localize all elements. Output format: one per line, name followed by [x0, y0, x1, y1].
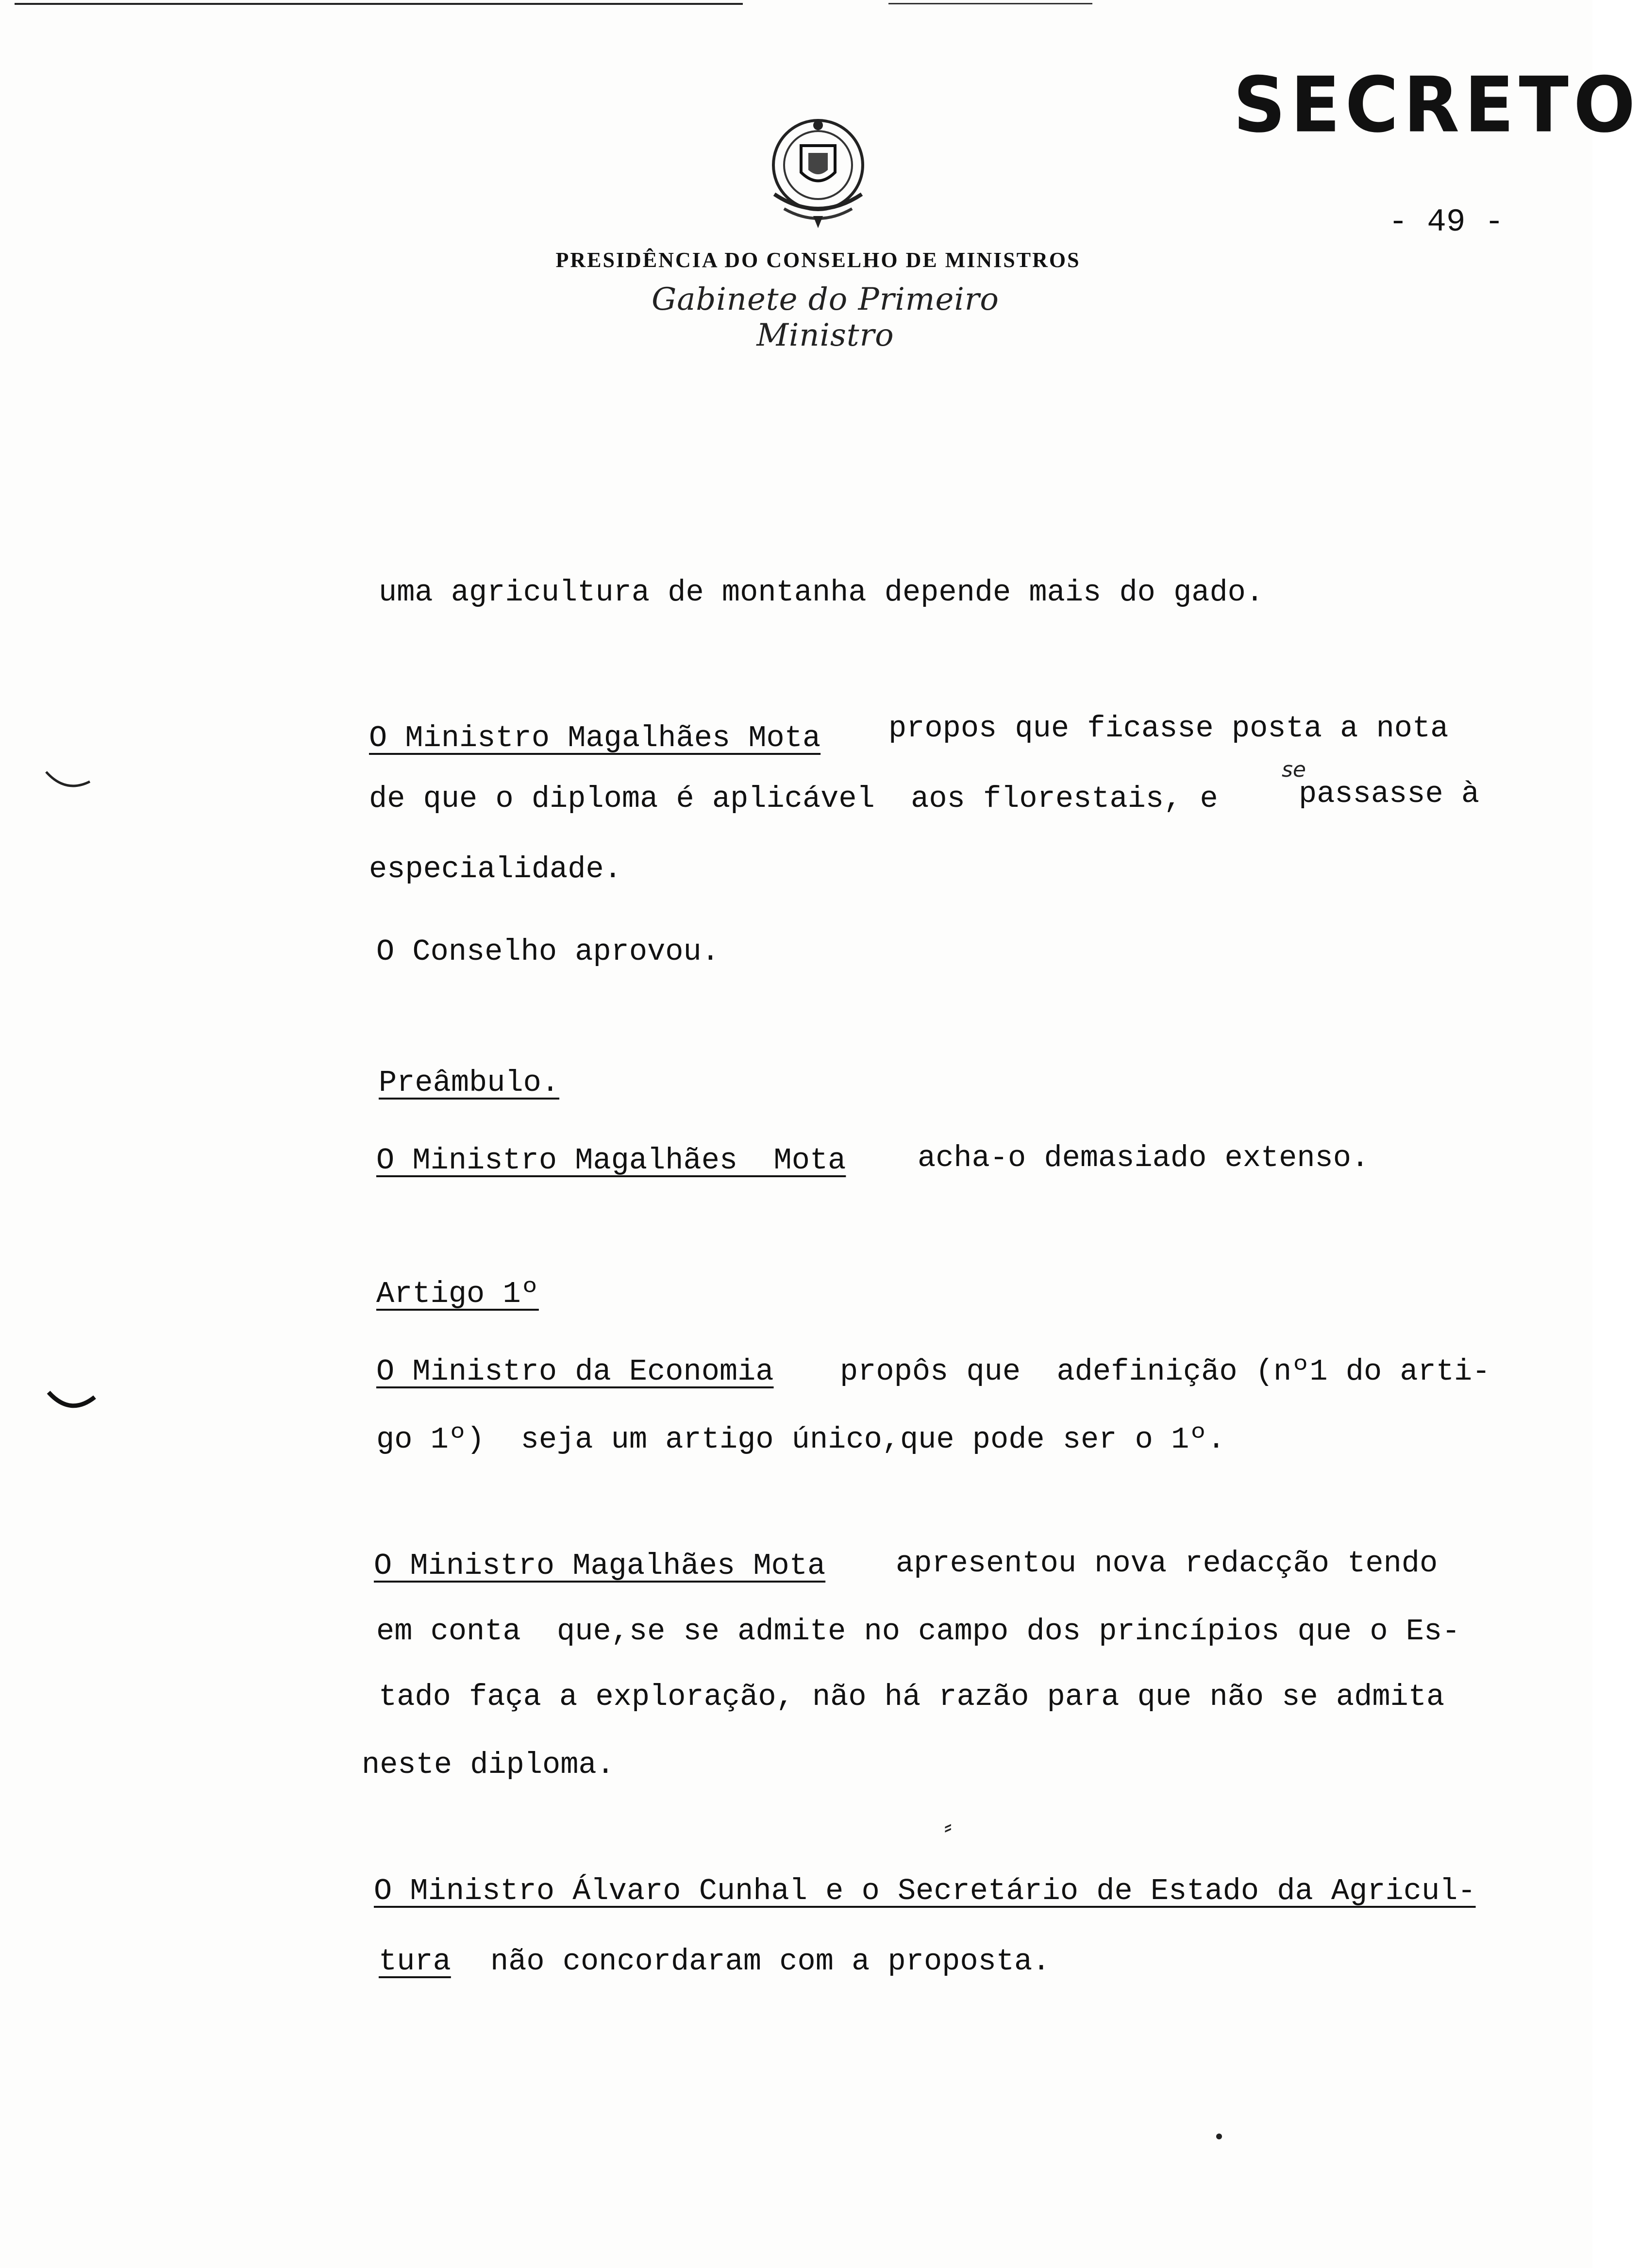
paragraph-1-line-2b: passasse à — [1299, 777, 1480, 811]
paragraph-1-line-2: de que o diploma é aplicável aos florestais, e — [369, 782, 1218, 816]
top-rule-short — [888, 3, 1092, 4]
stray-mark: ⸗ — [944, 1813, 952, 1839]
classification-stamp: SECRETO — [1233, 61, 1640, 150]
margin-mark-icon-2 — [46, 1388, 100, 1418]
speaker-continuation: tura — [379, 1944, 451, 1979]
paragraph-1-line-1: propos que ficasse posta a nota — [888, 711, 1449, 746]
paragraph-4-line-1: apresentou nova redacção tendo — [896, 1546, 1438, 1581]
paragraph-4-line-2: em conta que,se se admite no campo dos princípios que o Es- — [376, 1614, 1460, 1649]
paragraph-4-line-3: tado faça a exploração, não há razão para que não se admita — [379, 1680, 1445, 1714]
speaker-cunhal-secretario: O Ministro Álvaro Cunhal e o Secretário de Estado da Agricul- — [374, 1874, 1476, 1908]
cabinet-subtitle: Gabinete do Primeiro Ministro — [652, 282, 999, 353]
top-rule — [15, 3, 743, 5]
ink-dot — [1216, 2134, 1222, 2139]
paragraph-4-line-4: neste diploma. — [362, 1748, 615, 1782]
paragraph-5-text: não concordaram com a proposta. — [490, 1944, 1051, 1979]
handwritten-insertion: se — [1282, 757, 1306, 782]
speaker-ministro-economia: O Ministro da Economia — [376, 1354, 774, 1389]
paragraph-1-line-3: especialidade. — [369, 852, 622, 886]
heading-artigo: Artigo 1º — [376, 1277, 539, 1311]
page-number: - 49 - — [1389, 204, 1504, 240]
paragraph-2-text: acha-o demasiado extenso. — [918, 1141, 1370, 1175]
margin-mark-icon — [44, 767, 102, 796]
approval-line: O Conselho aprovou. — [376, 934, 720, 969]
office-heading: PRESIDÊNCIA DO CONSELHO DE MINISTROS — [555, 248, 1081, 272]
heading-preambulo: Preâmbulo. — [379, 1066, 560, 1100]
line-1: uma agricultura de montanha depende mais do gado. — [379, 575, 1264, 610]
speaker-magalhaes-mota-3: O Ministro Magalhães Mota — [374, 1549, 826, 1583]
speaker-magalhaes-mota-2: O Ministro Magalhães Mota — [376, 1143, 846, 1178]
paragraph-3-line-2: go 1º) seja um artigo único,que pode ser o 1º. — [376, 1422, 1225, 1457]
speaker-magalhaes-mota-1: O Ministro Magalhães Mota — [369, 721, 821, 755]
coat-of-arms-icon — [755, 112, 881, 233]
paragraph-3-line-1: propôs que adefinição (nº1 do arti- — [840, 1354, 1490, 1389]
